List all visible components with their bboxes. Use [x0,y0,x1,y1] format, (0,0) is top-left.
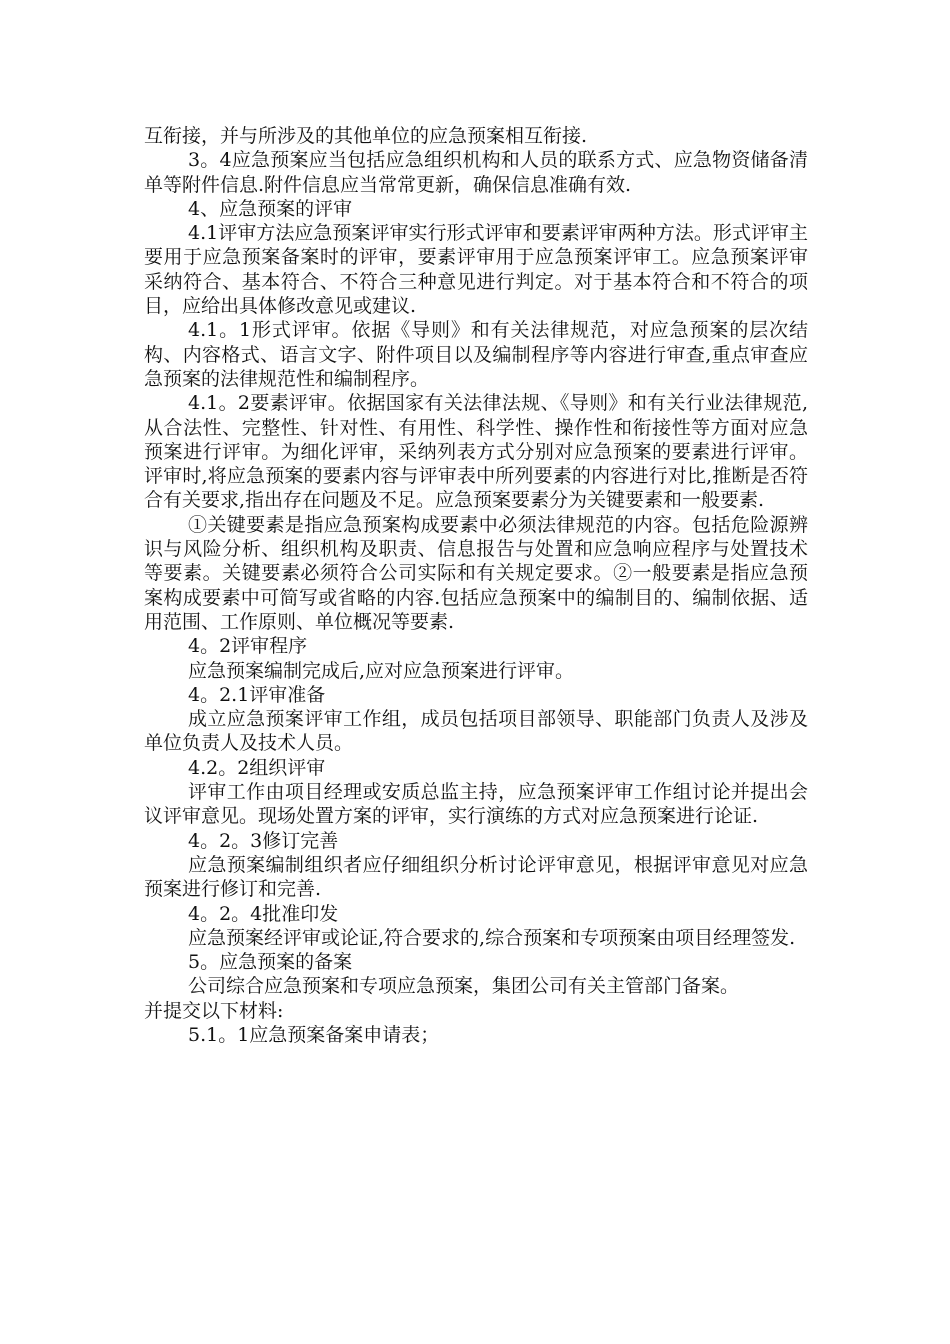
paragraph: 3。4应急预案应当包括应急组织机构和人员的联系方式、应急物资储备清单等附件信息.附件信息应当常常更新，确保信息准确有效. [144,149,808,196]
paragraph: 公司综合应急预案和专项应急预案，集团公司有关主管部门备案。 [188,975,740,998]
paragraph: 应急预案经评审或论证,符合要求的,综合预案和专项预案由项目经理签发. [188,926,796,949]
paragraph: 成立应急预案评审工作组，成员包括项目部领导、职能部门负责人及涉及单位负责人及技术人员。 [144,708,808,755]
paragraph: 评审工作由项目经理或安质总监主持，应急预案评审工作组讨论并提出会议评审意见。现场处置方案的评审，实行演练的方式对应急预案进行论证. [144,781,808,828]
paragraph: 互衔接，并与所涉及的其他单位的应急预案相互衔接. [144,125,588,147]
paragraph: 4。2。4批准印发 [188,902,339,925]
paragraph: 5.1。1应急预案备案申请表； [188,1023,440,1046]
paragraph: 4.1。1形式评审。依据《导则》和有关法律规范，对应急预案的层次结构、内容格式、语言文字、附件项目以及编制程序等内容进行审查,重点审查应急预案的法律规范性和编制程序。 [144,319,808,390]
paragraph: 5。应急预案的备案 [188,951,353,974]
paragraph: 4.2。2组织评审 [188,756,326,779]
paragraph: 4.1。2要素评审。依据国家有关法律法规、《导则》和有关行业法律规范,从合法性、完整性、针对性、有用性、科学性、操作性和衔接性等方面对应急预案进行评审。为细化评审，采纳列表方式分别对应急预案的要素进行评审。评审时,将应急预案的要素内容与评审表中所列要素的内容进行对比,推断是否符合有关要求,指出存在问题及不足。应急预案要素分为关键要素和一般要素. [144,392,808,512]
paragraph: 应急预案编制组织者应仔细组织分析讨论评审意见，根据评审意见对应急预案进行修订和完善. [144,853,808,901]
paragraph: 4。2.1评审准备 [188,683,326,706]
paragraph: 并提交以下材料: [144,999,284,1022]
paragraph: 4、应急预案的评审 [188,197,353,220]
document-body [144,124,808,1047]
paragraph: 4。2评审程序 [188,635,308,658]
paragraph: 应急预案编制完成后,应对应急预案进行评审。 [188,659,575,682]
paragraph: ①关键要素是指应急预案构成要素中必须法律规范的内容。包括危险源辨识与风险分析、组织机构及职责、信息报告与处置和应急响应程序与处置技术等要素。关键要素必须符合公司实际和有关规定要求。②一般要素是指应急预案构成要素中可简写或省略的内容.包括应急预案中的编制目的、编制依据、适用范围、工作原则、单位概况等要素. [144,513,808,633]
paragraph: 4.1评审方法应急预案评审实行形式评审和要素评审两种方法。形式评审主要用于应急预案备案时的评审，要素评审用于应急预案评审工。应急预案评审采纳符合、基本符合、不符合三种意见进行判定。对于基本符合和不符合的项目，应给出具体修改意见或建议. [144,222,808,318]
paragraph: 4。2。3修订完善 [188,829,339,852]
